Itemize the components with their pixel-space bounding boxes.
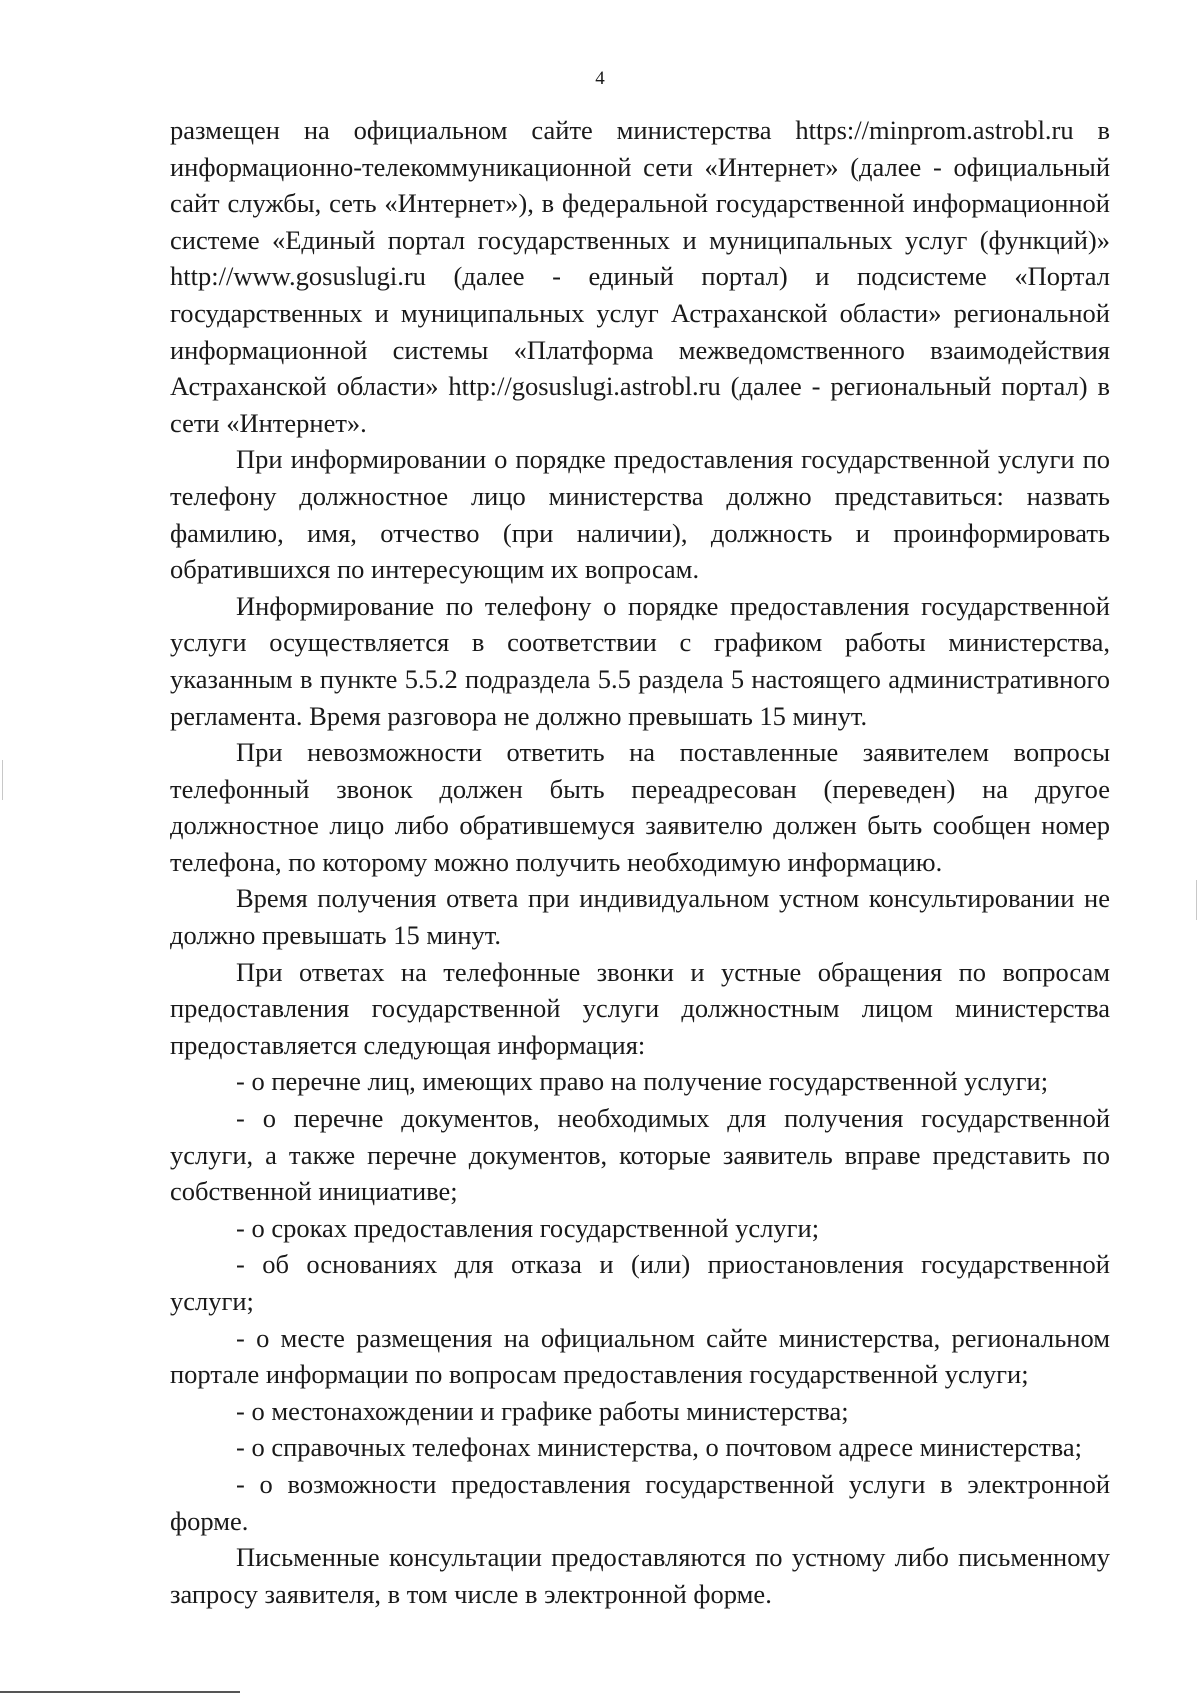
list-item-contacts: - о справочных телефонах министерства, о почтовом адресе министерства;	[236, 1432, 1083, 1463]
paragraph-call-redirect: При невозможности ответить на поставленные заявителем вопросы телефонный звонок должен быть переадресован (переведен) на другое должностное лицо либо обратившемуся заявителю должен быть сообщен номер телефона, по которому можно получить необходимую информацию.	[170, 737, 1110, 877]
paragraph-information-provided: При ответах на телефонные звонки и устные обращения по вопросам предоставления государственной услуги должностным лицом министерства предоставляется следующая информация:	[170, 956, 1110, 1060]
list-item-required-documents: - о перечне документов, необходимых для получения государственной услуги, а также перечне документов, которые заявитель вправе представить по собственной инициативе;	[170, 1103, 1110, 1207]
page-number: 4	[595, 68, 605, 89]
list-item-eligible-persons: - о перечне лиц, имеющих право на получение государственной услуги;	[236, 1066, 1049, 1097]
list-item-refusal-grounds: - об основаниях для отказа и (или) приостановления государственной услуги;	[170, 1249, 1110, 1316]
paragraph-consultation-time: Время получения ответа при индивидуальном устном консультировании не должно превышать 15 минут.	[170, 883, 1110, 951]
list-item-electronic-form: - о возможности предоставления государственной услуги в электронной форме.	[170, 1468, 1110, 1536]
scan-bottom-rule	[0, 1691, 240, 1693]
scan-edge-mark-right	[1196, 880, 1197, 920]
list-item-information-placement: - о месте размещения на официальном сайте министерства, региональном портале информации по вопросам предоставления государственной услуги;	[170, 1322, 1110, 1390]
paragraph-written-consultations: Письменные консультации предоставляются по устному либо письменному запросу заявителя, в том числе в электронной форме.	[170, 1542, 1110, 1609]
list-item-service-deadlines: - о сроках предоставления государственной услуги;	[236, 1212, 820, 1243]
document-body	[170, 112, 1110, 1612]
paragraph-phone-introduction: При информировании о порядке предоставления государственной услуги по телефону должностное лицо министерства должно представиться: назвать фамилию, имя, отчество (при наличии), должность и проинформировать обратившихся по интересующим их вопросам.	[170, 444, 1110, 585]
paragraph-website-info: размещен на официальном сайте министерства https://minprom.astrobl.ru в информационно-телекоммуникационной сети «Интернет» (далее - официальный сайт службы, сеть «Интернет»), в федеральной государственной информационной системе «Единый портал государственных и муниципальных услуг (функций)» http://www.gosuslugi.ru (далее - единый портал) и подсистеме «Портал государственных и муниципальных услуг Астраханской области» региональной информационной системы «Платформа межведомственного взаимодействия Астраханской области» http://gosuslugi.astrobl.ru (далее - региональный портал) в сети «Интернет».	[170, 115, 1110, 438]
paragraph-phone-schedule: Информирование по телефону о порядке предоставления государственной услуги осуществляется в соответствии с графиком работы министерства, указанным в пункте 5.5.2 подраздела 5.5 раздела 5 настоящего административного регламента. Время разговора не должно превышать 15 минут.	[170, 590, 1110, 731]
scan-edge-mark-left	[2, 760, 3, 800]
list-item-location-schedule: - о местонахождении и графике работы министерства;	[236, 1395, 849, 1426]
